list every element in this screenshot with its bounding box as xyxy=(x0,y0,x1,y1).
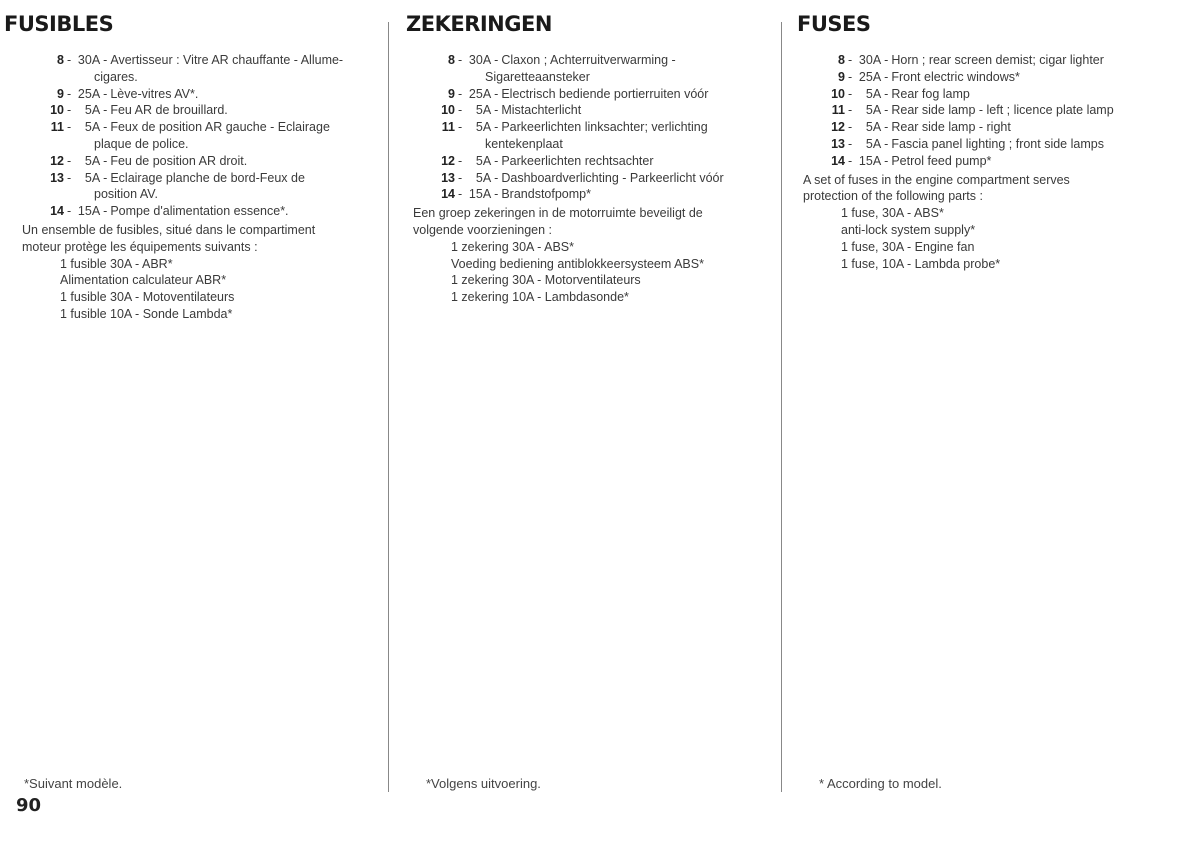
fuse-item xyxy=(427,170,772,187)
fuse-number: 9 xyxy=(57,86,64,101)
fuse-number: 14 xyxy=(831,153,845,168)
footnote: * According to model. xyxy=(819,776,942,791)
separator: - xyxy=(848,120,853,135)
fuse-amperage: 5A xyxy=(865,120,882,135)
paragraph-line: Een groep zekeringen in de motorruimte beveiligt de xyxy=(413,206,703,221)
separator: - xyxy=(103,86,108,101)
engine-compartment-paragraph xyxy=(803,172,1187,206)
engine-compartment-paragraph xyxy=(22,222,376,256)
fuse-item xyxy=(36,119,376,136)
fuse-amperage: 15A xyxy=(858,153,882,168)
paragraph-line: moteur protège les équipements suivants : xyxy=(22,239,258,254)
fuse-amperage: 5A xyxy=(475,103,492,118)
separator: - xyxy=(67,103,72,118)
section-body xyxy=(413,52,772,306)
fuse-item xyxy=(36,52,376,69)
fuse-item xyxy=(36,203,376,220)
fuse-number: 9 xyxy=(448,86,455,101)
fuse-number: 13 xyxy=(50,170,64,185)
separator: - xyxy=(848,53,853,67)
fuse-item xyxy=(427,102,772,119)
fuse-description: Parkeerlichten rechtsachter xyxy=(501,153,654,168)
fuse-description: Feux de position AR gauche - Eclairage xyxy=(110,120,330,135)
separator: - xyxy=(458,120,463,135)
separator: - xyxy=(494,187,499,202)
section-heading: ZEKERINGEN xyxy=(406,12,552,36)
list-item: anti-lock system supply* xyxy=(841,222,976,237)
engine-compartment-paragraph xyxy=(413,205,772,239)
fuse-number: 10 xyxy=(50,103,64,118)
column-divider xyxy=(781,22,782,792)
separator: - xyxy=(458,53,463,67)
separator: - xyxy=(848,153,853,168)
fuse-amperage: 5A xyxy=(865,136,882,151)
separator: - xyxy=(884,53,889,67)
fuse-amperage: 15A xyxy=(77,204,101,219)
section-body xyxy=(22,52,376,323)
separator: - xyxy=(848,136,853,151)
footnote: *Suivant modèle. xyxy=(24,776,123,791)
fuse-amperage: 5A xyxy=(475,170,492,185)
column-english xyxy=(783,0,1193,841)
separator: - xyxy=(67,86,72,101)
separator: - xyxy=(67,170,72,185)
list-item: Alimentation calculateur ABR* xyxy=(60,273,227,288)
separator: - xyxy=(458,187,463,202)
fuse-number: 12 xyxy=(50,153,64,168)
fuse-description: Dashboardverlichting - Parkeerlicht vóór xyxy=(501,170,724,185)
engine-fuse-list xyxy=(817,205,1187,272)
separator: - xyxy=(458,103,463,118)
separator: - xyxy=(848,103,853,118)
column-dutch xyxy=(390,0,780,841)
fuse-item xyxy=(817,69,1187,86)
fuse-description: Pompe d'alimentation essence*. xyxy=(110,204,289,219)
fuse-amperage: 25A xyxy=(468,86,492,101)
separator: - xyxy=(884,136,889,151)
fuse-description: Front electric windows* xyxy=(891,69,1020,84)
separator: - xyxy=(103,170,108,185)
fuse-number: 11 xyxy=(831,103,845,118)
fuse-description: Horn ; rear screen demist; cigar lighter xyxy=(891,53,1104,67)
separator: - xyxy=(103,103,108,118)
separator: - xyxy=(848,86,853,101)
separator: - xyxy=(884,153,889,168)
fuse-description-continued: kentekenplaat xyxy=(485,136,563,151)
list-item: 1 zekering 30A - ABS* xyxy=(451,239,574,254)
fuse-number: 10 xyxy=(441,103,455,118)
fuse-item xyxy=(427,186,772,203)
fuse-amperage: 5A xyxy=(475,120,492,135)
fuse-description: Eclairage planche de bord-Feux de xyxy=(110,170,305,185)
separator: - xyxy=(884,120,889,135)
fuse-description: Electrisch bediende portierruiten vóór xyxy=(501,86,709,101)
fuse-description: Rear fog lamp xyxy=(891,86,970,101)
list-item: 1 fusible 30A - Motoventilateurs xyxy=(60,290,235,305)
paragraph-line: A set of fuses in the engine compartment serves xyxy=(803,172,1070,187)
fuse-amperage: 25A xyxy=(77,86,101,101)
fuse-description-continued: plaque de police. xyxy=(94,136,189,151)
separator: - xyxy=(67,53,72,67)
list-item: 1 fuse, 30A - Engine fan xyxy=(841,239,975,254)
fuse-amperage: 25A xyxy=(858,69,882,84)
section-heading: FUSES xyxy=(797,12,871,36)
separator: - xyxy=(458,170,463,185)
separator: - xyxy=(848,69,853,84)
fuse-amperage: 5A xyxy=(84,103,101,118)
fuse-description: Petrol feed pump* xyxy=(891,153,992,168)
fuse-description: Rear side lamp - left ; licence plate lamp xyxy=(891,103,1114,118)
separator: - xyxy=(494,120,499,135)
fuse-amperage: 5A xyxy=(865,103,882,118)
list-item: 1 fusible 30A - ABR* xyxy=(60,256,173,271)
fuse-item xyxy=(427,86,772,103)
fuse-description: Feu AR de brouillard. xyxy=(110,103,228,118)
fuse-item xyxy=(817,153,1187,170)
column-french xyxy=(0,0,388,841)
fuse-description: Avertisseur : Vitre AR chauffante - Allume- xyxy=(110,53,344,67)
fuse-amperage: 5A xyxy=(84,153,101,168)
list-item: 1 fuse, 10A - Lambda probe* xyxy=(841,256,1001,271)
paragraph-line: protection of the following parts : xyxy=(803,189,983,204)
separator: - xyxy=(884,103,889,118)
fuse-item xyxy=(36,102,376,119)
fuse-item xyxy=(427,153,772,170)
list-item: 1 zekering 30A - Motorventilateurs xyxy=(451,273,641,288)
paragraph-line: volgende voorzieningen : xyxy=(413,222,552,237)
separator: - xyxy=(494,86,499,101)
list-item: 1 fusible 10A - Sonde Lambda* xyxy=(60,306,233,321)
list-item: 1 fuse, 30A - ABS* xyxy=(841,206,944,221)
list-item: 1 zekering 10A - Lambdasonde* xyxy=(451,290,629,305)
fuse-item xyxy=(817,136,1187,153)
list-item: Voeding bediening antiblokkeersysteem ABS* xyxy=(451,256,704,271)
fuse-amperage: 5A xyxy=(475,153,492,168)
engine-fuse-list xyxy=(427,239,772,306)
fuse-description: Parkeerlichten linksachter; verlichting xyxy=(501,120,708,135)
fuse-description: Mistachterlicht xyxy=(501,103,582,118)
footnote: *Volgens uitvoering. xyxy=(426,776,541,791)
fuse-description: Brandstofpomp* xyxy=(501,187,591,202)
fuse-item xyxy=(36,86,376,103)
separator: - xyxy=(494,103,499,118)
fuse-amperage: 5A xyxy=(84,170,101,185)
fuse-description: Feu de position AR droit. xyxy=(110,153,248,168)
fuse-description-continued: Sigaretteaansteker xyxy=(485,69,590,84)
fuse-number: 12 xyxy=(831,120,845,135)
separator: - xyxy=(494,170,499,185)
fuse-amperage: 30A xyxy=(77,53,101,67)
fuse-number: 13 xyxy=(441,170,455,185)
fuse-number: 14 xyxy=(441,187,455,202)
fuse-number: 12 xyxy=(441,153,455,168)
fuse-number: 9 xyxy=(838,69,845,84)
fuse-item xyxy=(36,153,376,170)
fuse-number: 14 xyxy=(50,204,64,219)
fuse-number: 11 xyxy=(50,120,64,135)
fuse-description: Lève-vitres AV*. xyxy=(110,86,199,101)
separator: - xyxy=(103,53,108,67)
fuse-item xyxy=(427,52,772,69)
fuse-description: Fascia panel lighting ; front side lamps xyxy=(891,136,1104,151)
fuse-number: 8 xyxy=(448,53,455,67)
separator: - xyxy=(884,86,889,101)
separator: - xyxy=(67,204,72,219)
fuse-description-continued: cigares. xyxy=(94,69,138,84)
fuse-amperage: 5A xyxy=(84,120,101,135)
separator: - xyxy=(494,53,499,67)
fuse-description: Rear side lamp - right xyxy=(891,120,1011,135)
fuse-number: 11 xyxy=(441,120,455,135)
fuse-item xyxy=(817,86,1187,103)
fuse-number: 8 xyxy=(57,53,64,67)
separator: - xyxy=(884,69,889,84)
fuse-number: 13 xyxy=(831,136,845,151)
separator: - xyxy=(103,153,108,168)
section-body xyxy=(803,52,1187,272)
paragraph-line: Un ensemble de fusibles, situé dans le compartiment xyxy=(22,222,316,237)
separator: - xyxy=(494,153,499,168)
fuse-item xyxy=(817,102,1187,119)
page-number: 90 xyxy=(16,795,42,816)
engine-fuse-list xyxy=(36,256,376,323)
fuse-item xyxy=(427,119,772,136)
fuse-number: 10 xyxy=(831,86,845,101)
column-divider xyxy=(388,22,389,792)
fuse-description-continued: position AV. xyxy=(94,187,158,202)
separator: - xyxy=(458,153,463,168)
fuse-item xyxy=(36,170,376,187)
fuse-description: Claxon ; Achterruitverwarming - xyxy=(501,53,676,67)
fuse-item xyxy=(817,52,1187,69)
separator: - xyxy=(103,120,108,135)
fuse-amperage: 30A xyxy=(468,53,492,67)
fuse-amperage: 5A xyxy=(865,86,882,101)
separator: - xyxy=(67,120,72,135)
fuse-number: 8 xyxy=(838,53,845,67)
fuse-item xyxy=(817,119,1187,136)
fuse-amperage: 15A xyxy=(468,187,492,202)
fuse-amperage: 30A xyxy=(858,53,882,67)
separator: - xyxy=(67,153,72,168)
separator: - xyxy=(458,86,463,101)
section-heading: FUSIBLES xyxy=(4,12,114,36)
separator: - xyxy=(103,204,108,219)
